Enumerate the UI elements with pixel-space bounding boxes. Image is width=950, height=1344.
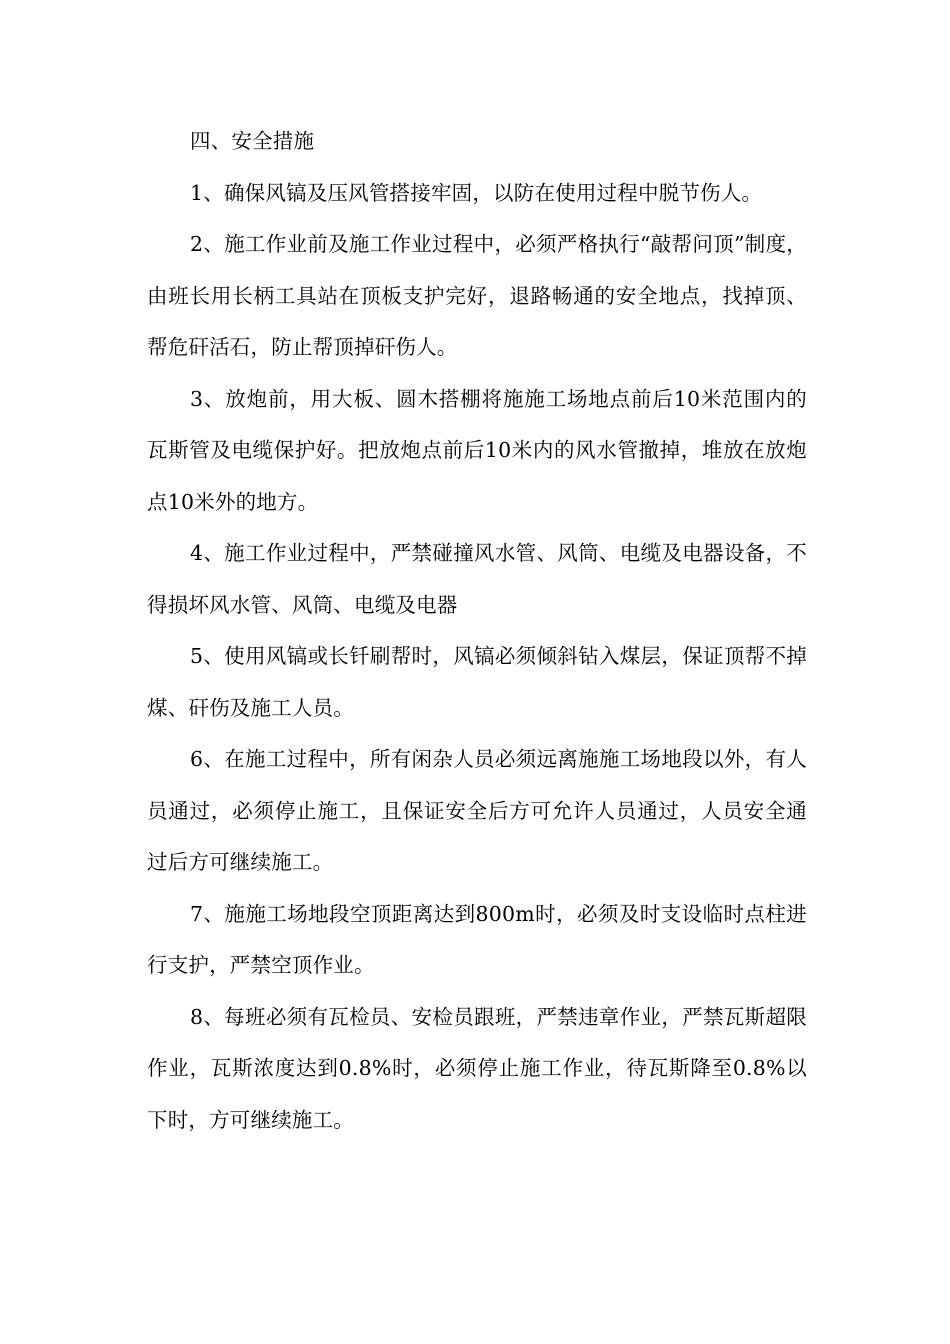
paragraph-7: 7、施施工场地段空顶距离达到800m时，必须及时支设临时点柱进行支护，严禁空顶作业。 <box>147 901 807 977</box>
paragraph-5: 5、使用风镐或长钎刷帮时，风镐必须倾斜钻入煤层，保证顶帮不掉煤、矸伤及施工人员。 <box>147 644 807 720</box>
paragraph-2: 2、施工作业前及施工作业过程中，必须严格执行“敲帮问顶”制度，由班长用长柄工具站在顶板支护完好，退路畅通的安全地点，找掉顶、帮危矸活石，防止帮顶掉矸伤人。 <box>147 232 807 359</box>
paragraph-6: 6、在施工过程中，所有闲杂人员必须远离施施工场地段以外，有人员通过，必须停止施工，且保证安全后方可允许人员通过，人员安全通过后方可继续施工。 <box>147 747 807 874</box>
section-heading: 四、安全措施 <box>190 129 315 153</box>
paragraph-4: 4、施工作业过程中，严禁碰撞风水管、风筒、电缆及电器设备，不得损坏风水管、风筒、电缆及电器 <box>147 541 807 617</box>
paragraph-3: 3、放炮前，用大板、圆木搭棚将施施工场地点前后10米范围内的瓦斯管及电缆保护好。把放炮点前后10米内的风水管撤掉，堆放在放炮点10米外的地方。 <box>147 386 807 514</box>
paragraph-8: 8、每班必须有瓦检员、安检员跟班，严禁违章作业，严禁瓦斯超限作业，瓦斯浓度达到0.8%时，必须停止施工作业，待瓦斯降至0.8%以下时，方可继续施工。 <box>147 1004 807 1132</box>
paragraph-1: 1、确保风镐及压风管搭接牢固，以防在使用过程中脱节伤人。 <box>190 180 763 205</box>
document-body <box>147 116 807 1146</box>
